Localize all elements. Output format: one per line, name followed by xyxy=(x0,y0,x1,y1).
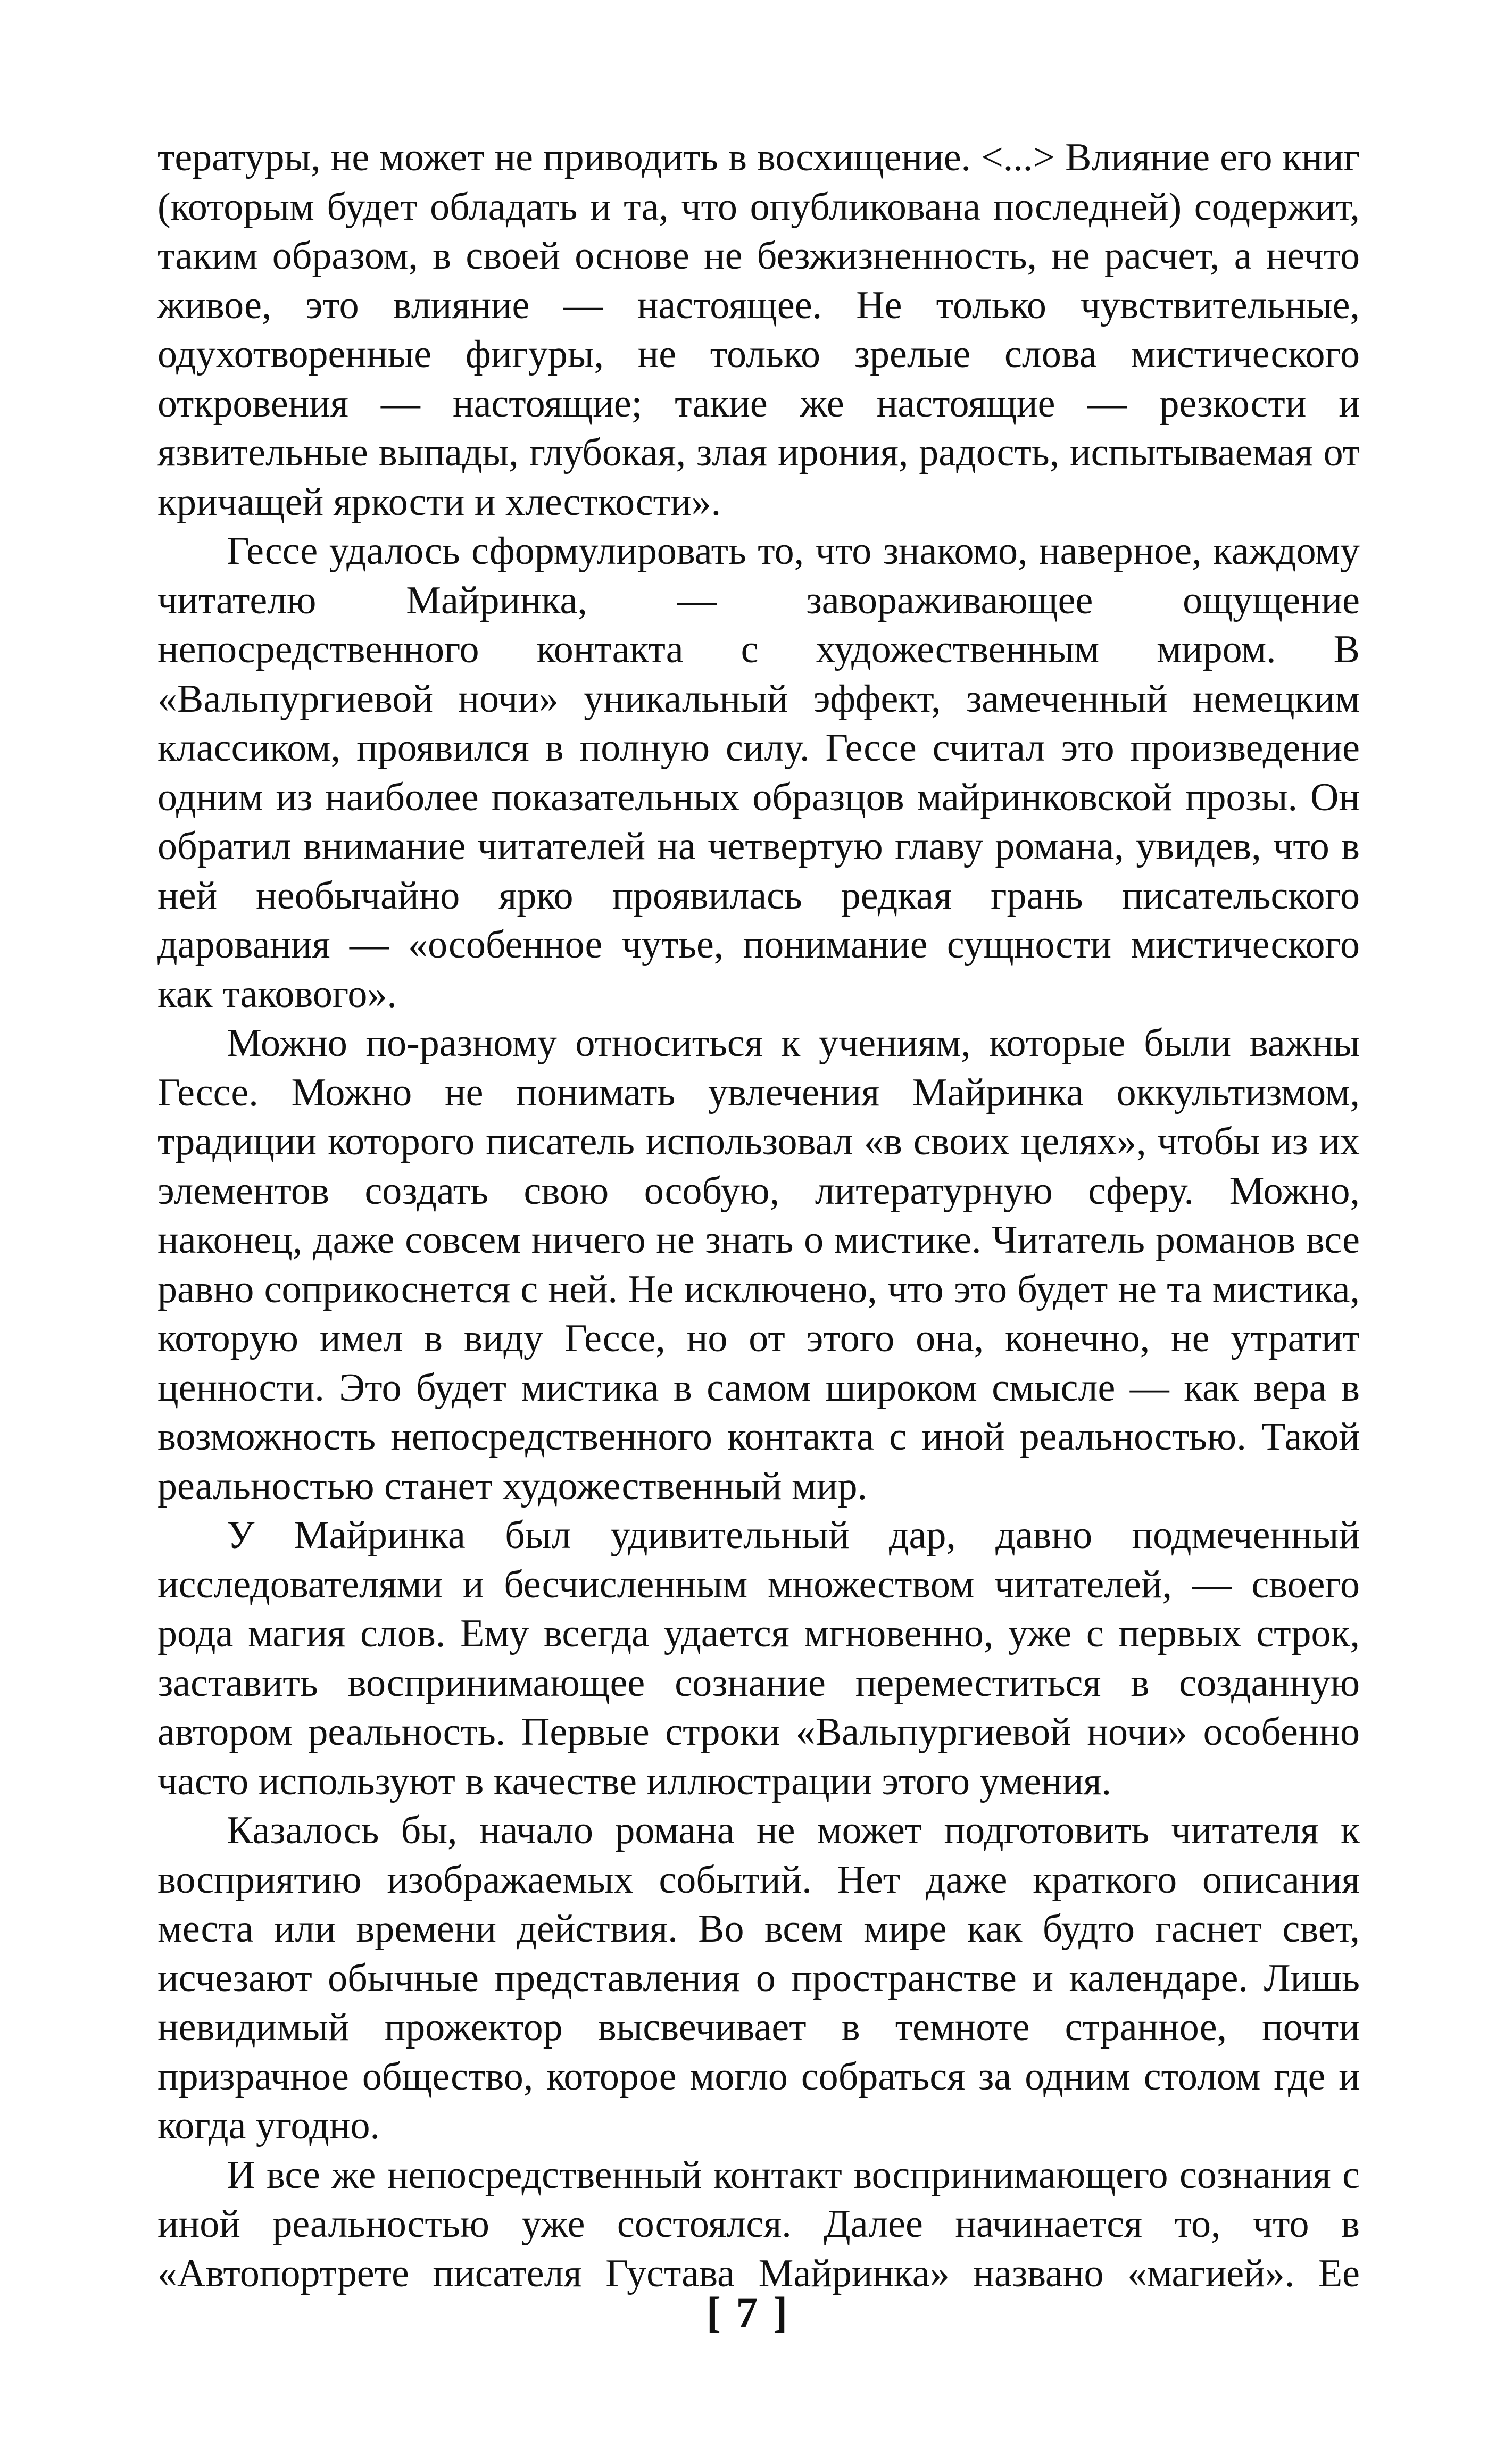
page-number: [ 7 ] xyxy=(706,2288,790,2336)
paragraph-gift: У Майринка был удивительный дар, давно подмеченный исследователями и бесчисленным множеством читателей, — своего рода магия слов. Ему всегда удается мгновенно, уже с первых строк, заставить воспринимающее сознание переместиться в созданную автором реальность. Первые строки «Вальпургиевой ночи» особенно часто используют в качестве иллюстрации этого умения. xyxy=(157,1513,1360,1803)
paragraph-teachings: Можно по-разному относиться к учениям, которые были важны Гессе. Можно не понимать увлечения Майринка оккультизмом, традиции которого писатель использовал «в своих целях», чтобы из их элементов создать свою особую, литературную сферу. Можно, наконец, даже совсем ничего не знать о мистике. Читатель романов все равно соприкоснется с ней. Не исключено, что это будет не та мистика, которую имел в виду Гессе, но от этого она, конечно, не утратит ценности. Это будет мистика в самом широком смысле — как вера в возможность непосредственного контакта с иной реальностью. Такой реальностью станет художественный мир. xyxy=(157,1021,1360,1508)
paragraph-contact: И все же непосредственный контакт воспринимающего сознания с иной реальностью уже состоялся. Далее начинается то, что в «Автопортрете писателя Густава Майринка» названо «магией». Ее xyxy=(157,2153,1360,2295)
paragraph-novel-beginning: Казалось бы, начало романа не может подготовить читателя к восприятию изображаемых событий. Нет даже краткого описания места или времени действия. Во всем мире как будто гаснет свет, исчезают обычные представления о пространстве и календаре. Лишь невидимый прожектор высвечивает в темноте странное, почти призрачное общество, которое могло собраться за одним столом где и когда угодно. xyxy=(157,1809,1360,2147)
paragraph-continued: тературы, не может не приводить в восхищение. <...> Влияние его книг (которым будет обладать и та, что опубликована последней) содержит, таким образом, в своей основе не безжизненность, не расчет, а нечто живое, это влияние — настоящее. Не только чувствительные, одухотворенные фигуры, не только зрелые слова мистического откровения — настоящие; такие же настоящие — резкости и язвительные выпады, глубокая, злая ирония, радость, испытываемая от кричащей яркости и хлесткости». xyxy=(157,136,1360,524)
paragraph-hesse-formulation: Гессе удалось сформулировать то, что знакомо, наверное, каждому читателю Майринка, — завораживающее ощущение непосредственного контакта с художественным миром. В «Вальпургиевой ночи» уникальный эффект, замеченный немецким классиком, проявился в полную силу. Гессе считал это произведение одним из наиболее показательных образцов майринковской прозы. Он обратил внимание читателей на четвертую главу романа, увидев, что в ней необычайно ярко проявилась редкая грань писательского дарования — «особенное чутье, понимание сущности мистического как такового». xyxy=(157,529,1360,1016)
body-text xyxy=(157,133,1360,2298)
